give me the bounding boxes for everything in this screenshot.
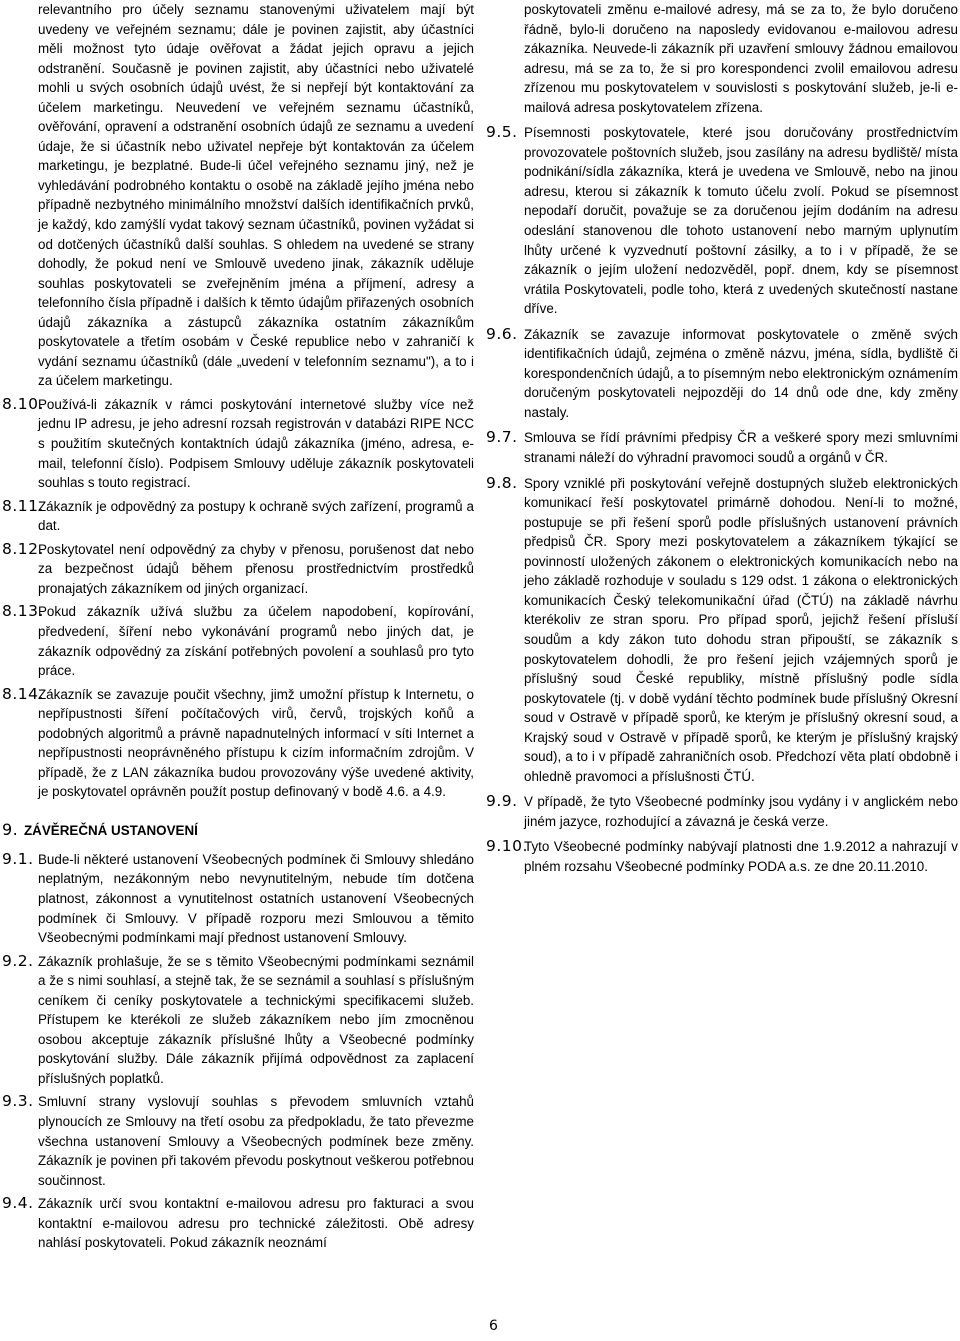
item-text: Zákazník je odpovědný za postupy k ochraně svých zařízení, programů a dat.: [38, 498, 474, 534]
item-text: Používá-li zákazník v rámci poskytování internetové služby více než jednu IP adresu, je jeho adresní rozsah registrován v databázi RIPE NCC s použitím skutečných kontaktních údajů zákazníka (jméno, adresa, e-mail, telefonní číslo). Podpisem Smlouvy uděluje zákazník poskytovateli souhlas s touto registrací.: [38, 396, 474, 491]
item-number: 8.12.: [2, 539, 44, 558]
item-number: 9.7.: [486, 428, 518, 447]
item-text: Zákazník prohlašuje, že se s těmito Všeobecnými podmínkami seznámil a že s nimi souhlasí, a stejně tak, že se seznámil a souhlasí s příslušným ceníkem či ceníky poskytovatele a technickými specifikacemi služeb. Přístupem ke kterékoli ze služeb zákazníkem nebo jím zmocněnou osobou akceptuje zákazník příslušné lhůty a Všeobecné podmínky poskytování služby. Dále zákazník přijímá odpovědnost za zaplacení příslušných poplatků.: [38, 953, 474, 1086]
right-column: [486, 0, 958, 877]
item-text: Zákazník určí svou kontaktní e-mailovou adresu pro fakturaci a svou kontaktní e-mailovou adresu pro technické záležitosti. Obě adresy nahlásí poskytovateli. Pokud zákazník neoznámí: [38, 1196, 474, 1251]
section-9-10: [486, 837, 958, 876]
item-text: Zákazník se zavazuje informovat poskytovatele o změně svých identifikačních údajů, zejména o změně názvu, jména, sídla, bydliště či korespondenčních údajů, a to písemným nebo elektronickým oznámením doručeným poskytovateli nejpozději do 14 dnů ode dne, kdy změny nastaly.: [524, 326, 958, 420]
heading-number: 9.: [2, 819, 19, 839]
section-9-8: [486, 474, 958, 787]
item-number: 9.8.: [486, 473, 518, 492]
item-text: Zákazník se zavazuje poučit všechny, jimž umožní přístup k Internetu, o nepřípustnosti šíření počítačových virů, červů, trojských koňů a podobných algoritmů a právně napadnutelných informací v síti Internet a nepřípustnosti neoprávněného přístupu k cizím informačním zdrojům. V případě, že z LAN zákazníka budou provozovány výše uvedené aktivity, je poskytovatel oprávněn použít postup definovaný v bodě 4.6. a 4.9.: [38, 686, 474, 800]
item-number: 9.4.: [2, 1194, 34, 1213]
item-number: 9.1.: [2, 849, 34, 868]
continuation-paragraph: poskytovateli změnu e-mailové adresy, má se za to, že bylo doručeno řádně, bylo-li doručeno na naposledy evidovanou e-mailovou adresu zákazníka. Neuvede-li zákazník při uzavření smlouvy žádnou emailovou adresu, má se za to, že si pro korespondenci zvolil emailovou adresu zřízenou mu poskytovatelem v souvislosti s poskytování služeb, je-li e-mailová adresa poskytovatelem zřízena.: [524, 2, 958, 115]
section-8-12: [2, 540, 474, 599]
item-number: 8.13.: [2, 602, 44, 621]
section-9-1: [2, 850, 474, 948]
section-9-9: [486, 792, 958, 831]
item-number: 9.6.: [486, 324, 518, 343]
item-number: 8.10.: [2, 394, 44, 413]
section-8-13: [2, 602, 474, 680]
item-number: 8.11.: [2, 496, 44, 515]
section-9-5: [486, 123, 958, 318]
section-8-14: [2, 685, 474, 802]
item-number: 9.5.: [486, 123, 518, 142]
item-number: 9.3.: [2, 1092, 34, 1111]
left-column: [2, 0, 474, 1253]
section-9-2: [2, 952, 474, 1089]
intro-paragraph: relevantního pro účely seznamu stanovenými uživatelem mají být uvedeny ve veřejném seznamu; dále je povinen zajistit, aby účastníci měli možnost tyto údaje ověřovat a žádat jejich opravu a jejich odstranění. Současně je povinen zajistit, aby účastníci nebo uživatelé mohli u svých osobních údajů uvést, že si nepřejí být kontaktování za účelem marketingu. Neuvedení ve veřejném seznamu účastníků, ověřování, opravení a odstranění osobních údajů ze seznamu a uvedení údaje, že si účastník nebo uživatel nepřeje být kontaktován za účelem marketingu, je bezplatné. Bude-li účel veřejného seznamu jiný, než je vyhledávání podrobného kontaktu o osobě na základě jejího jména nebo případně nezbytného minimálního množství dalších identifikačních prvků, je každý, kdo zamýšlí vydat takový seznam účastníků, povinen vyžádat si od dotčených účastníků další souhlas. S ohledem na uvedené se strany dohodly, že pokud není ve Smlouvě uvedeno jinak, zákazník uděluje souhlas poskytovateli se zveřejněním jména a příjmení, adresy a telefonního čísla případně i dalších k těmto údajům přiřazených osobních údajů zákazníka a zástupců zákazníka ostatním zákazníkům poskytovatele a třetím osobám v České republice nebo v zahraničí k vydání seznamu účastníků (dále „uvedení v telefonním seznamu"), a to i za účelem marketingu.: [38, 2, 474, 389]
item-text: Bude-li některé ustanovení Všeobecných podmínek či Smlouvy shledáno neplatným, nezákonným nebo nevynutitelným, nebude tím dotčena platnost, zákonnost a vynutitelnost ostatních ustanovení Všeobecných podmínek či Smlouvy. V případě rozporu mezi Smlouvou a těmito Všeobecnými podmínkami mají přednost ustanovení Smlouvy.: [38, 851, 474, 946]
item-text: Smlouva se řídí právními předpisy ČR a veškeré spory mezi smluvními stranami náleží do výhradní pravomoci soudů a orgánů v ČR.: [524, 430, 958, 466]
item-number: 9.2.: [2, 951, 34, 970]
item-text: Pokud zákazník užívá službu za účelem napodobení, kopírování, předvedení, šíření nebo vykonávání programů nebo jiných dat, je zákazník odpovědný za získání potřebných povolení a souhlasů pro tyto práce.: [38, 604, 474, 679]
item-text: Písemnosti poskytovatele, které jsou doručovány prostřednictvím provozovatele poštovních služeb, jsou zasílány na adresu bydliště/ místa podnikání/sídla zákazníka, která je uvedena ve Smlouvě, nebo na jinou adresu, kterou si zákazník k tomuto účelu zvolí. Pokud se písemnost nepodaří doručit, považuje se za doručenou jejím dodáním na adresu odeslání stanovenou dle tohoto ustanovení nebo marným uplynutím lhůty určené k vyzvednutí poštovní zásilky, a to i v případě, že se zákazník o jejím uložení nedozvěděl, popř. dnem, kdy se písemnost vrátila Poskytovateli, podle toho, která z uvedených skutečností nastane dříve.: [524, 125, 958, 317]
item-text: Spory vzniklé při poskytování veřejně dostupných služeb elektronických komunikací řeší poskytovatel primárně dohodou. Není-li to možné, postupuje se při řešení sporů podle příslušných ustanovení právních předpisů ČR. Spory mezi poskytovatelem a zákazníkem týkající se povinností uložených zákonem o elektronických komunikacích nebo na jeho základě rozhoduje v souladu s 129 odst. 1 zákona o elektronických komunikacích Český telekomunikační úřad (ČTÚ) na základě návrhu kterékoliv ze stran sporu. Pro případ sporů, jejichž řešení přísluší soudům a kdy zákon tuto dohodu stran připouští, se zákazník s poskytovatelem dohodli, že pro řešení jejich vzájemných sporů je příslušný soud České republiky, místně příslušný podle sídla poskytovatele (tj. v době vydání těchto podmínek bude příslušný Okresní soud v Ostravě v případě sporů, ke kterým je příslušný okresní soud, a Krajský soud v Ostravě v případě sporů, ke kterým je příslušný krajský soud), a to i v případě zahraničních osob. Předchozí věta platí obdobně i ohledně pravomoci a příslušnosti ČTÚ.: [524, 475, 958, 784]
heading-title: ZÁVĚREČNÁ USTANOVENÍ: [24, 822, 198, 838]
item-text: Poskytovatel není odpovědný za chyby v přenosu, porušenost dat nebo za bezpečnost údajů během přenosu prostřednictvím prostředků pronajatých zákazníkem od jiných organizací.: [38, 541, 474, 596]
section-9-3: [2, 1092, 474, 1190]
section-8-11: [2, 497, 474, 536]
section-9-6: [486, 325, 958, 423]
item-number: 9.9.: [486, 792, 518, 811]
section-8-10: [2, 395, 474, 493]
item-text: V případě, že tyto Všeobecné podmínky jsou vydány i v anglickém nebo jiném jazyce, rozhodující a závazná je česká verze.: [524, 794, 958, 829]
item-number: 9.10.: [486, 837, 528, 856]
section-9-7: [486, 428, 958, 467]
item-text: Tyto Všeobecné podmínky nabývají platnosti dne 1.9.2012 a nahrazují v plném rozsahu Všeobecné podmínky PODA a.s. ze dne 20.11.2010.: [524, 839, 958, 874]
page-number: 6: [489, 1318, 498, 1334]
item-number: 8.14.: [2, 684, 44, 703]
item-text: Smluvní strany vyslovují souhlas s převodem smluvních vztahů plynoucích ze Smlouvy na třetí osobu za předpokladu, že tato převezme všechna ustanovení Smlouvy a Všeobecných podmínek beze změny. Zákazník je povinen při takovém převodu poskytnout veškerou potřebnou součinnost.: [38, 1094, 474, 1188]
section-9-4: [2, 1194, 474, 1253]
section-9-heading: [2, 820, 474, 844]
